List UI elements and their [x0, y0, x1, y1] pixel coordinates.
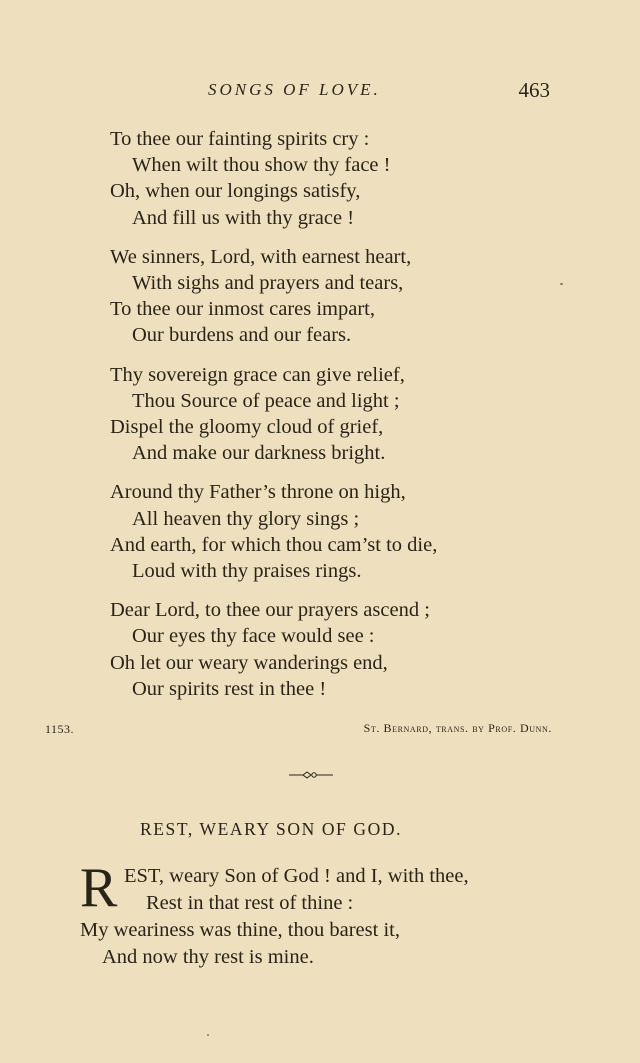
verse-line: My weariness was thine, thou barest it,: [80, 919, 400, 941]
stanza: [110, 244, 580, 349]
verse-line: And make our darkness bright.: [132, 442, 386, 465]
verse-line: Dear Lord, to thee our prayers ascend ;: [110, 599, 430, 622]
verse-line: When wilt thou show thy face !: [132, 154, 391, 177]
attribution: St. Bernard, trans. by Prof. Dunn.: [363, 721, 552, 735]
verse-line: Our eyes thy face would see :: [132, 625, 375, 648]
verse-line: Oh let our weary wanderings end,: [110, 651, 388, 674]
second-poem: [80, 857, 580, 971]
stanza: [110, 479, 580, 584]
verse-line: EST, weary Son of God ! and I, with thee,: [124, 865, 469, 887]
poem-body: [110, 126, 580, 715]
hymn-title: REST, WEARY SON OF GOD.: [140, 819, 403, 839]
hymn-number: 1153.: [45, 722, 75, 736]
ornament-divider-icon: [289, 770, 333, 780]
verse-line: To thee our fainting spirits cry :: [110, 128, 370, 150]
running-head: SONGS OF LOVE.: [208, 80, 381, 99]
verse-line: Around thy Father’s throne on high,: [110, 481, 406, 504]
verse-line: We sinners, Lord, with earnest heart,: [110, 245, 412, 268]
verse-line: Rest in that rest of thine :: [146, 892, 354, 914]
verse-line: Thou Source of peace and light ;: [132, 389, 400, 412]
drop-cap: R: [80, 857, 118, 919]
verse-line: Oh, when our longings satisfy,: [110, 180, 361, 203]
verse-line: Dispel the gloomy cloud of grief,: [110, 416, 384, 439]
verse-line: And earth, for which thou cam’st to die,: [110, 533, 438, 556]
verse-line: All heaven thy glory sings ;: [132, 507, 360, 530]
stanza: [110, 597, 580, 702]
verse-line: Our burdens and our fears.: [132, 324, 352, 347]
paper-speck: [560, 283, 563, 285]
stanza: [110, 362, 580, 467]
page-number: 463: [518, 78, 550, 102]
verse-line: To thee our inmost cares impart,: [110, 298, 375, 321]
verse-line: Loud with thy praises rings.: [132, 560, 362, 583]
verse-line: Our spirits rest in thee !: [132, 677, 327, 700]
verse-line: And now thy rest is mine.: [102, 946, 314, 968]
paper-speck: [207, 1034, 209, 1036]
verse-line: With sighs and prayers and tears,: [132, 272, 404, 295]
verse-line: And fill us with thy grace !: [132, 206, 355, 229]
stanza: [110, 126, 580, 231]
verse-line: Thy sovereign grace can give relief,: [110, 363, 405, 386]
